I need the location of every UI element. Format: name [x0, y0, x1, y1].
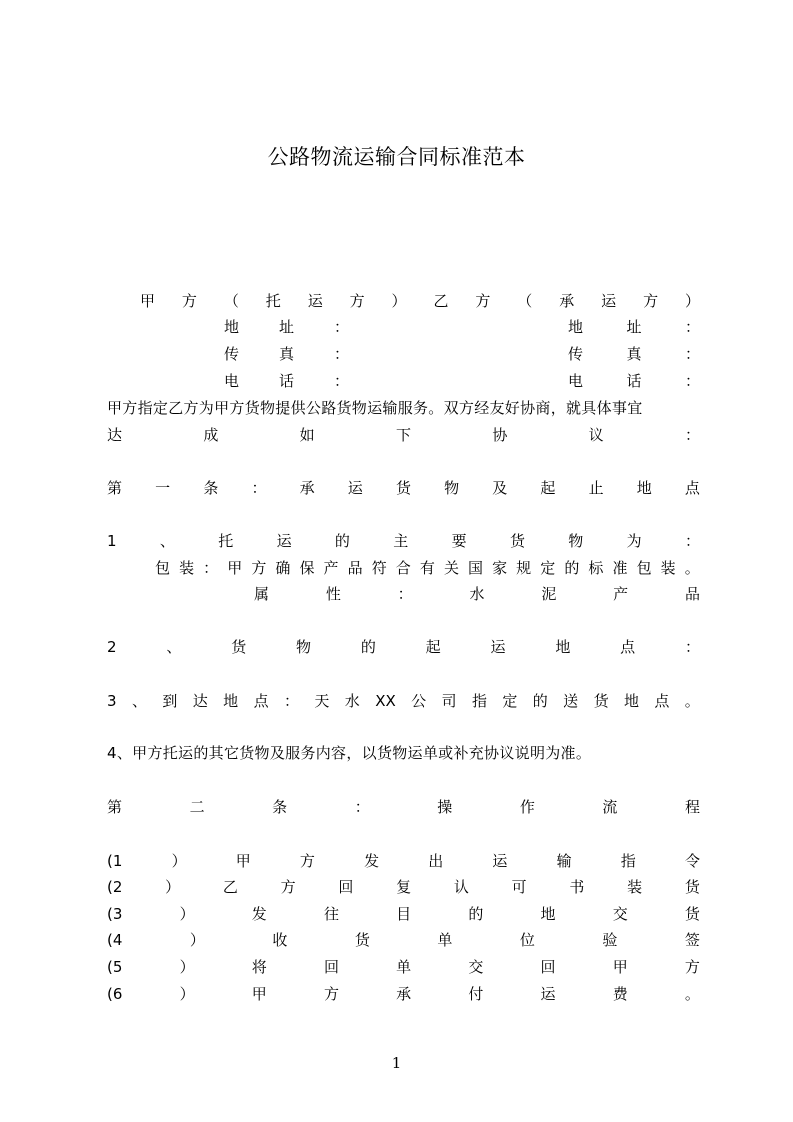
text-glyph: ） — [171, 852, 187, 870]
page-number: 1 — [391, 1054, 402, 1072]
text-glyph: 装 — [660, 559, 676, 577]
text-glyph: 关 — [443, 559, 459, 577]
article-1-heading — [107, 477, 700, 499]
text-glyph: 包 — [155, 559, 171, 577]
article-2-heading — [107, 796, 700, 818]
article-1-item-4: 4、甲方托运的其它货物及服务内容，以货物运单或补充协议说明为准。 — [107, 744, 592, 762]
text-glyph: 方 — [643, 292, 659, 310]
text-glyph: 承 — [299, 479, 315, 497]
text-glyph: 达 — [192, 692, 208, 710]
text-glyph: 目 — [396, 905, 412, 923]
text-glyph: 传 — [224, 345, 240, 363]
text-glyph: ） — [391, 292, 407, 310]
text-glyph: 书 — [569, 878, 585, 896]
text-glyph: 公 — [411, 692, 427, 710]
text-glyph: 达 — [107, 426, 123, 444]
text-glyph: 及 — [492, 479, 508, 497]
text-glyph: 电 — [224, 372, 240, 390]
text-glyph: 品 — [347, 559, 363, 577]
text-glyph: 。 — [684, 692, 700, 710]
text-glyph: 指 — [471, 692, 487, 710]
text-glyph: 的 — [360, 638, 376, 656]
text-glyph: 点 — [684, 479, 700, 497]
text-glyph: 地 — [224, 318, 240, 336]
text-glyph: 地 — [623, 692, 639, 710]
text-glyph: 收 — [272, 931, 288, 949]
text-glyph: 要 — [451, 532, 467, 550]
text-glyph: 1 — [107, 532, 117, 550]
text-glyph: (3 — [107, 905, 123, 923]
text-glyph: 地 — [568, 318, 584, 336]
text-glyph: 运 — [307, 292, 323, 310]
text-glyph: 运 — [490, 638, 506, 656]
text-glyph: ） — [684, 292, 700, 310]
text-glyph: 为 — [626, 532, 642, 550]
process-step-5 — [107, 956, 700, 978]
text-glyph: 运 — [492, 852, 508, 870]
article-1-item-2 — [107, 636, 700, 658]
text-glyph: 。 — [684, 985, 700, 1003]
text-glyph: 物 — [444, 479, 460, 497]
text-glyph: 货 — [684, 905, 700, 923]
text-glyph: 方 — [323, 985, 339, 1003]
party-a-address-label — [224, 316, 349, 338]
text-glyph: (2 — [107, 878, 123, 896]
text-glyph: 、 — [159, 532, 175, 550]
process-step-2 — [107, 876, 700, 898]
text-glyph: 天 — [314, 692, 330, 710]
text-glyph: 的 — [468, 905, 484, 923]
text-glyph: 性 — [325, 585, 341, 603]
text-glyph: 点 — [253, 692, 269, 710]
text-glyph: 真 — [278, 345, 294, 363]
text-glyph: 方 — [251, 559, 267, 577]
text-glyph: 产 — [323, 559, 339, 577]
text-glyph: 物 — [568, 532, 584, 550]
text-glyph: 运 — [601, 292, 617, 310]
intro-agreement-line — [107, 424, 700, 446]
document-title: 公路物流运输合同标准范本 — [267, 145, 526, 169]
text-glyph: 水 — [469, 585, 485, 603]
text-glyph: 有 — [419, 559, 435, 577]
text-glyph: 3 — [107, 692, 117, 710]
text-glyph: ） — [165, 878, 181, 896]
text-glyph: 合 — [395, 559, 411, 577]
text-glyph: ： — [333, 345, 349, 363]
text-glyph: ： — [354, 798, 370, 816]
text-glyph: 物 — [296, 638, 312, 656]
text-glyph: 承 — [396, 985, 412, 1003]
text-glyph: 托 — [265, 292, 281, 310]
text-glyph: 运 — [347, 479, 363, 497]
text-glyph: 往 — [323, 905, 339, 923]
text-glyph: 准 — [612, 559, 628, 577]
text-glyph: 保 — [299, 559, 315, 577]
text-glyph: 验 — [602, 931, 618, 949]
text-glyph: 货 — [684, 878, 700, 896]
text-glyph: 交 — [468, 958, 484, 976]
text-glyph: 运 — [276, 532, 292, 550]
text-glyph: 货 — [509, 532, 525, 550]
text-glyph: 方 — [299, 852, 315, 870]
text-glyph: 水 — [344, 692, 360, 710]
text-glyph: ： — [333, 318, 349, 336]
text-glyph: 方 — [349, 292, 365, 310]
text-glyph: 起 — [425, 638, 441, 656]
text-glyph: 复 — [396, 878, 412, 896]
text-glyph: 协 — [492, 426, 508, 444]
text-glyph: 承 — [559, 292, 575, 310]
text-glyph: 到 — [162, 692, 178, 710]
text-glyph: 令 — [684, 852, 700, 870]
intro-paragraph-line: 甲方指定乙方为甲方货物提供公路货物运输服务。双方经友好协商，就具体事宜 — [107, 399, 643, 417]
text-glyph: 符 — [371, 559, 387, 577]
text-glyph: 话 — [278, 372, 294, 390]
article-1-item-1 — [107, 530, 700, 552]
text-glyph: 址 — [626, 318, 642, 336]
text-glyph: 可 — [511, 878, 527, 896]
text-glyph: 电 — [568, 372, 584, 390]
text-glyph: 传 — [568, 345, 584, 363]
text-glyph: 址 — [278, 318, 294, 336]
text-glyph: 甲 — [140, 292, 156, 310]
text-glyph: 回 — [540, 958, 556, 976]
text-glyph: 地 — [223, 692, 239, 710]
text-glyph: ： — [251, 479, 267, 497]
text-glyph: 规 — [516, 559, 532, 577]
text-glyph: 发 — [251, 905, 267, 923]
text-glyph: 二 — [189, 798, 205, 816]
text-glyph: 交 — [612, 905, 628, 923]
text-glyph: 付 — [468, 985, 484, 1003]
text-glyph: 乙 — [222, 878, 238, 896]
fax-line — [224, 343, 700, 365]
text-glyph: 作 — [519, 798, 535, 816]
text-glyph: 甲 — [227, 559, 243, 577]
text-glyph: ： — [684, 372, 700, 390]
text-glyph: 议 — [588, 426, 604, 444]
text-glyph: 成 — [203, 426, 219, 444]
text-glyph: 回 — [338, 878, 354, 896]
text-glyph: ： — [684, 532, 700, 550]
text-glyph: 如 — [299, 426, 315, 444]
text-glyph: 货 — [593, 692, 609, 710]
text-glyph: 货 — [354, 931, 370, 949]
text-glyph: 指 — [620, 852, 636, 870]
text-glyph: ： — [397, 585, 413, 603]
text-glyph: 装 — [627, 878, 643, 896]
text-glyph: 司 — [441, 692, 457, 710]
text-glyph: 货 — [231, 638, 247, 656]
text-glyph: 条 — [203, 479, 219, 497]
parties-line — [140, 290, 700, 312]
text-glyph: 费 — [612, 985, 628, 1003]
text-glyph: 起 — [540, 479, 556, 497]
text-glyph: 签 — [684, 931, 700, 949]
text-glyph: ） — [179, 905, 195, 923]
article-1-item-3 — [107, 690, 700, 712]
text-glyph: 甲 — [235, 852, 251, 870]
text-glyph: 出 — [428, 852, 444, 870]
text-glyph: 、 — [131, 692, 147, 710]
text-glyph: 方 — [684, 958, 700, 976]
text-glyph: XX — [375, 692, 396, 710]
text-glyph: 的 — [564, 559, 580, 577]
text-glyph: ： — [203, 559, 219, 577]
text-glyph: 单 — [437, 931, 453, 949]
process-step-3 — [107, 903, 700, 925]
text-glyph: 装 — [179, 559, 195, 577]
text-glyph: 的 — [532, 692, 548, 710]
text-glyph: 甲 — [612, 958, 628, 976]
text-glyph: ） — [179, 985, 195, 1003]
text-glyph: 话 — [626, 372, 642, 390]
text-glyph: 方 — [475, 292, 491, 310]
text-glyph: ： — [283, 692, 299, 710]
text-glyph: 止 — [588, 479, 604, 497]
text-glyph: 乙 — [433, 292, 449, 310]
text-glyph: 家 — [492, 559, 508, 577]
text-glyph: 主 — [393, 532, 409, 550]
text-glyph: 条 — [272, 798, 288, 816]
text-glyph: 地 — [555, 638, 571, 656]
text-glyph: 程 — [684, 798, 700, 816]
text-glyph: 确 — [275, 559, 291, 577]
text-glyph: 国 — [468, 559, 484, 577]
text-glyph: 定 — [502, 692, 518, 710]
text-glyph: (5 — [107, 958, 123, 976]
text-glyph: 将 — [251, 958, 267, 976]
text-glyph: 点 — [620, 638, 636, 656]
text-glyph: 第 — [107, 798, 123, 816]
text-glyph: （ — [223, 292, 239, 310]
text-glyph: ： — [684, 426, 700, 444]
text-glyph: 属 — [254, 585, 270, 603]
text-glyph: 品 — [684, 585, 700, 603]
text-glyph: ： — [684, 318, 700, 336]
text-glyph: 地 — [540, 905, 556, 923]
text-glyph: 送 — [563, 692, 579, 710]
text-glyph: 甲 — [251, 985, 267, 1003]
text-glyph: 下 — [395, 426, 411, 444]
text-glyph: 定 — [540, 559, 556, 577]
text-glyph: 认 — [453, 878, 469, 896]
process-step-1 — [107, 850, 700, 872]
text-glyph: 点 — [654, 692, 670, 710]
text-glyph: ： — [684, 345, 700, 363]
text-glyph: (6 — [107, 985, 123, 1003]
text-glyph: 地 — [636, 479, 652, 497]
text-glyph: ） — [189, 931, 205, 949]
party-b-phone-label — [568, 370, 700, 392]
text-glyph: ： — [684, 638, 700, 656]
attribute-clause — [254, 583, 700, 605]
address-line — [224, 316, 700, 338]
phone-line — [224, 370, 700, 392]
text-glyph: 位 — [519, 931, 535, 949]
text-glyph: 操 — [437, 798, 453, 816]
text-glyph: 流 — [602, 798, 618, 816]
process-step-4 — [107, 929, 700, 951]
text-glyph: 、 — [166, 638, 182, 656]
process-step-6 — [107, 983, 700, 1005]
text-glyph: 方 — [181, 292, 197, 310]
text-glyph: 货 — [395, 479, 411, 497]
party-a-fax-label — [224, 343, 349, 365]
text-glyph: 托 — [218, 532, 234, 550]
text-glyph: (4 — [107, 931, 123, 949]
text-glyph: 的 — [334, 532, 350, 550]
text-glyph: 一 — [155, 479, 171, 497]
text-glyph: 回 — [323, 958, 339, 976]
text-glyph: （ — [517, 292, 533, 310]
text-glyph: (1 — [107, 852, 123, 870]
text-glyph: 运 — [540, 985, 556, 1003]
text-glyph: 2 — [107, 638, 117, 656]
text-glyph: 产 — [613, 585, 629, 603]
text-glyph: 单 — [396, 958, 412, 976]
text-glyph: 真 — [626, 345, 642, 363]
text-glyph: 泥 — [541, 585, 557, 603]
text-glyph: 。 — [684, 559, 700, 577]
party-a-phone-label — [224, 370, 349, 392]
text-glyph: ） — [179, 958, 195, 976]
text-glyph: 标 — [588, 559, 604, 577]
packaging-clause — [155, 557, 700, 579]
text-glyph: 输 — [556, 852, 572, 870]
text-glyph: 方 — [280, 878, 296, 896]
text-glyph: ： — [333, 372, 349, 390]
text-glyph: 包 — [636, 559, 652, 577]
party-b-fax-label — [568, 343, 700, 365]
text-glyph: 发 — [364, 852, 380, 870]
text-glyph: 第 — [107, 479, 123, 497]
party-b-address-label — [568, 316, 700, 338]
